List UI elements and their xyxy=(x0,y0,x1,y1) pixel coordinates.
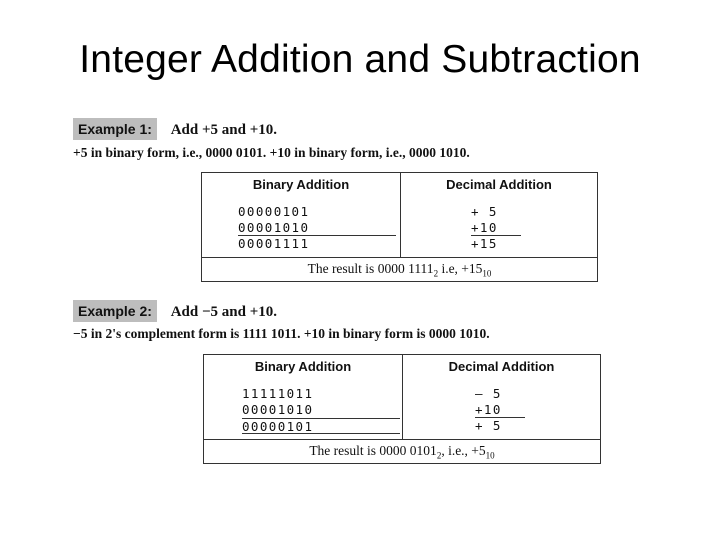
decimal-row: +15 xyxy=(471,236,498,251)
decimal-addition-header: Decimal Addition xyxy=(446,177,552,192)
binary-row: 00001111 xyxy=(238,236,310,251)
binary-row: 00001010 xyxy=(238,220,396,236)
example-1-table xyxy=(201,172,598,282)
decimal-row: +10 xyxy=(471,220,521,236)
decimal-row: + 5 xyxy=(475,418,502,433)
binary-addition-header: Binary Addition xyxy=(254,359,352,374)
result-decimal: i.e, +15 xyxy=(438,261,483,276)
binary-rows xyxy=(242,386,400,434)
example-1-label: Example 1: xyxy=(73,118,157,140)
example-2-label: Example 2: xyxy=(73,300,157,322)
example-2-heading xyxy=(73,300,277,322)
binary-row: 00000101 xyxy=(242,418,400,434)
example-1-result xyxy=(202,257,597,281)
decimal-rows xyxy=(475,386,525,434)
result-base: 2 xyxy=(436,450,442,461)
decimal-row: – 5 xyxy=(475,386,502,401)
result-decimal: , i.e., +5 xyxy=(441,443,486,458)
example-2-table xyxy=(203,354,601,464)
result-text: The result is 0000 1111 xyxy=(307,261,434,276)
decimal-addition-column xyxy=(401,173,597,257)
decimal-addition-header: Decimal Addition xyxy=(448,359,555,374)
result-base: 2 xyxy=(433,268,439,279)
binary-addition-column xyxy=(204,355,403,439)
example-1-heading xyxy=(73,118,277,140)
example-1-description: +5 in binary form, i.e., 0000 0101. +10 in binary form, i.e., 0000 1010. xyxy=(73,145,470,160)
binary-addition-header: Binary Addition xyxy=(252,177,350,192)
binary-row: 00000101 xyxy=(238,204,310,219)
binary-rows xyxy=(238,204,396,252)
example-2-result xyxy=(204,439,600,463)
example-2-task: Add −5 and +10. xyxy=(170,304,277,320)
result-decimal-base: 10 xyxy=(485,450,495,461)
result-decimal-base: 10 xyxy=(482,268,492,279)
decimal-row: + 5 xyxy=(471,204,498,219)
binary-row: 00001010 xyxy=(242,402,314,417)
example-2-description: −5 in 2's complement form is 1111 1011. +10 in binary form is 0000 1010. xyxy=(73,326,490,341)
decimal-rows xyxy=(471,204,521,252)
decimal-row: +10 xyxy=(475,402,525,418)
binary-addition-column xyxy=(202,173,401,257)
result-text: The result is 0000 0101 xyxy=(309,443,437,458)
binary-row: 11111011 xyxy=(242,386,314,401)
example-1-task: Add +5 and +10. xyxy=(170,122,277,138)
page-title: Integer Addition and Subtraction xyxy=(79,38,641,81)
decimal-addition-column xyxy=(403,355,600,439)
